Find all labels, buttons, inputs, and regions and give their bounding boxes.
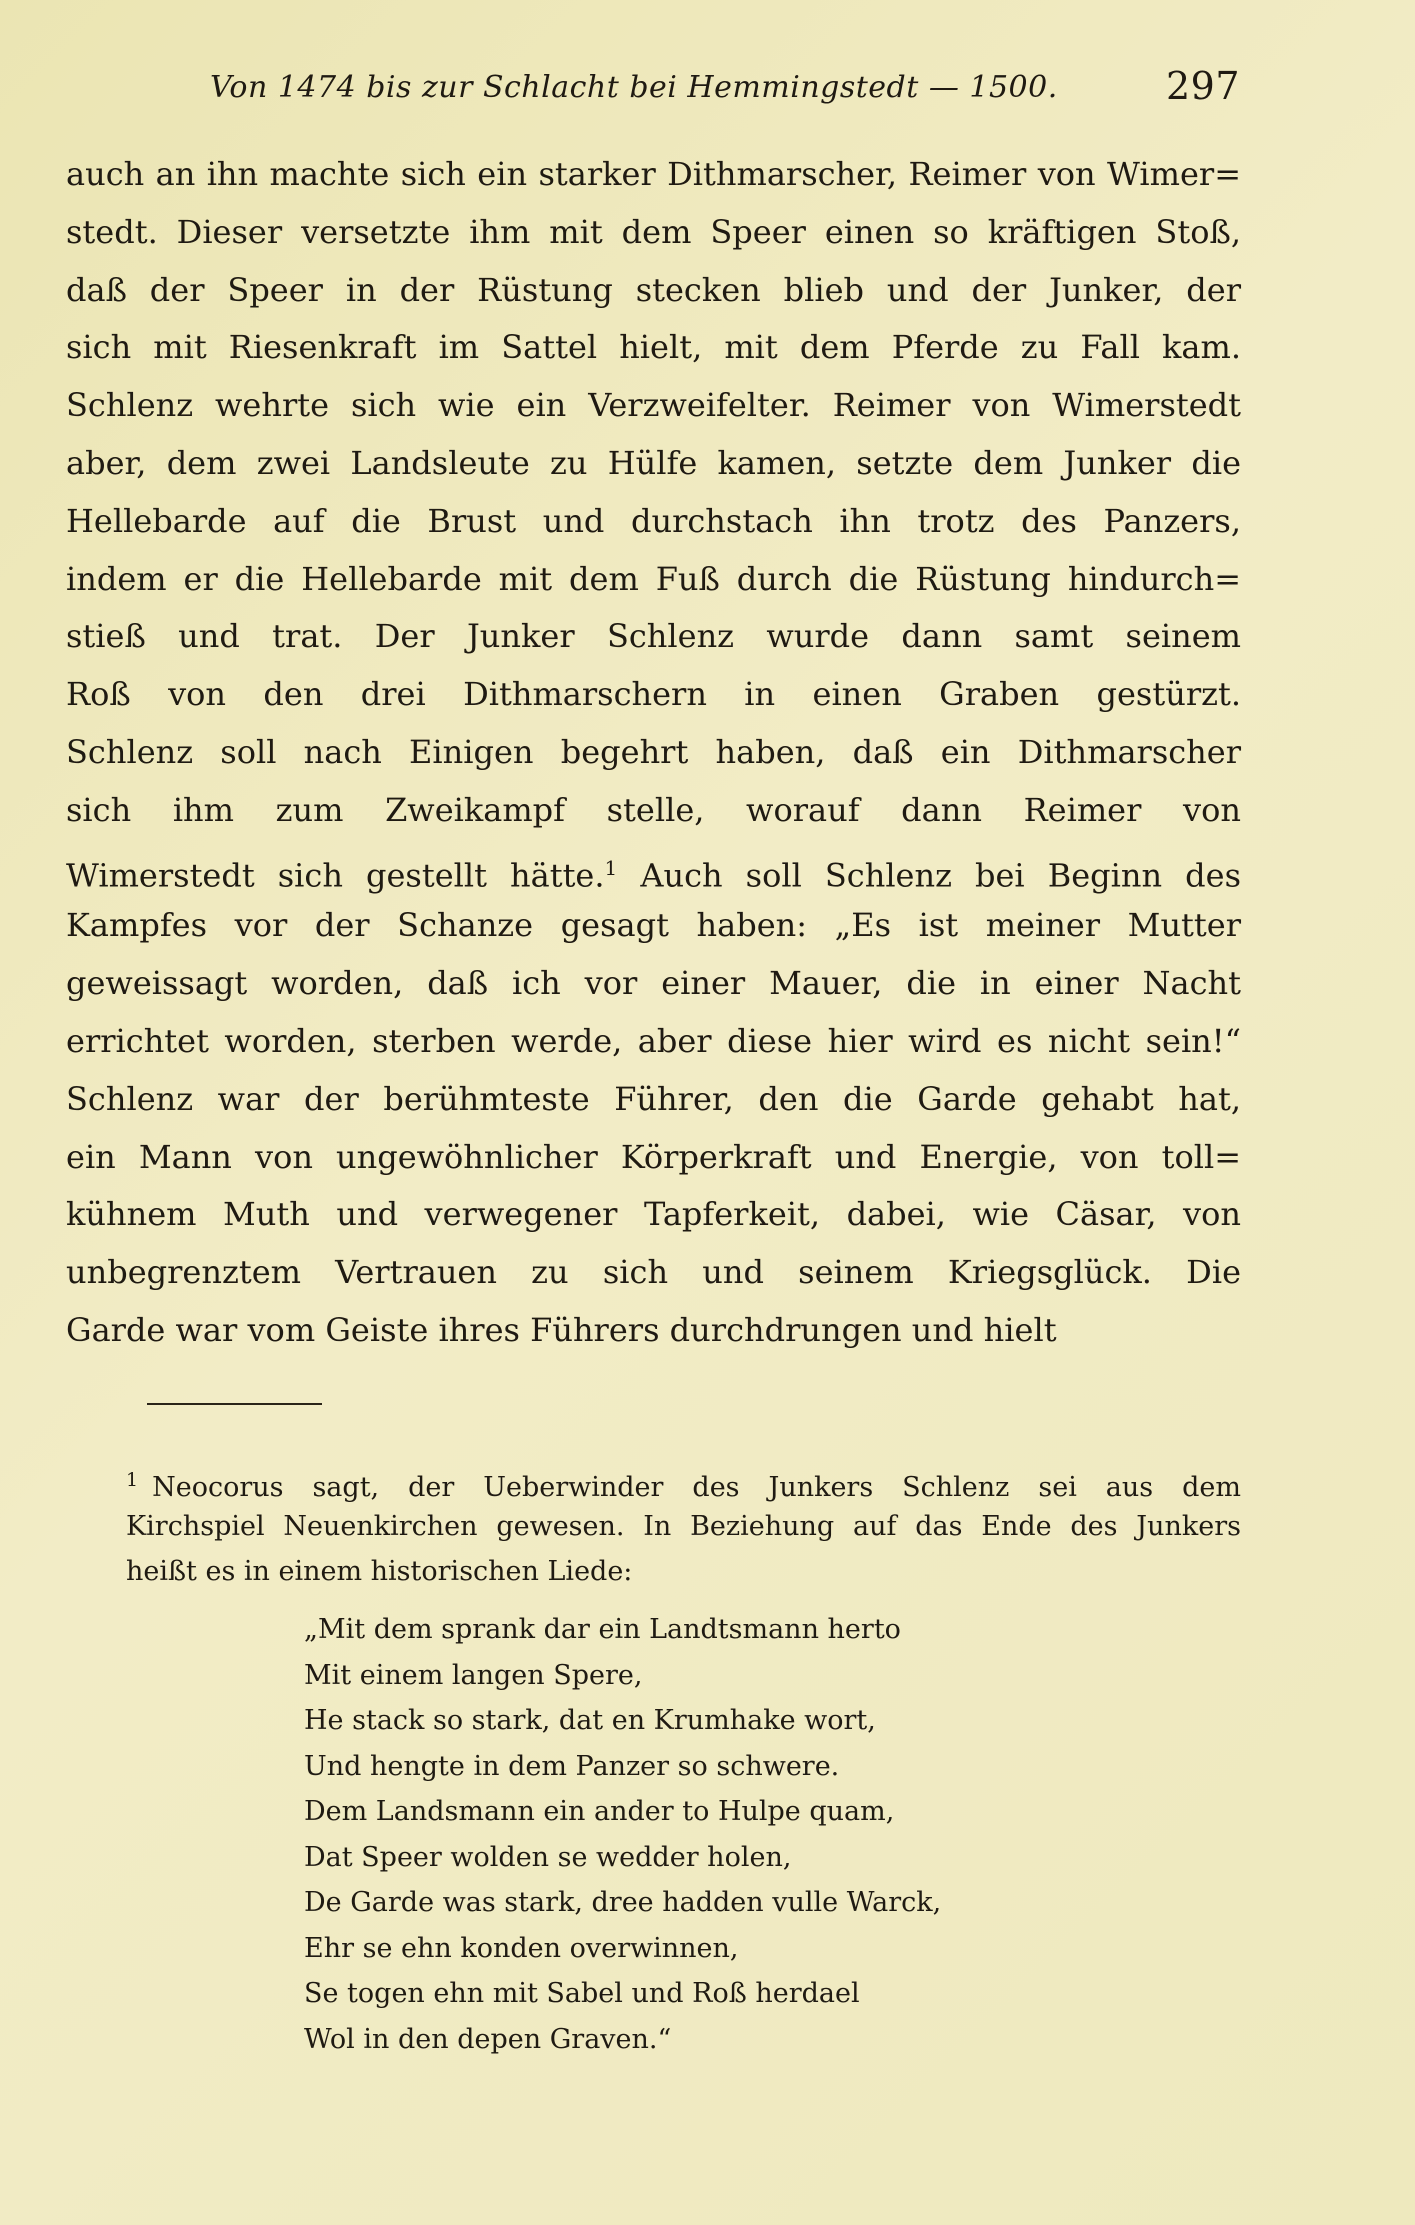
verse-line: De Garde was stark, dree hadden vulle Warck, (304, 1887, 942, 1918)
text-line: daß der Speer in der Rüstung stecken blieb und der Junker, der (66, 270, 1241, 309)
text-line: Kampfes vor der Schanze gesagt haben: „Es ist meiner Mutter (66, 906, 1241, 945)
text-line: Roß von den drei Dithmarschern in einen Graben gestürzt. (66, 675, 1241, 714)
text-line: Hellebarde auf die Brust und durchstach ihn trotz des Panzers, (66, 501, 1241, 540)
footnote-reference: 1 (604, 855, 618, 880)
text-line: kühnem Muth und verwegener Tapferkeit, dabei, wie Cäsar, von (66, 1195, 1241, 1234)
footnote-line: Kirchspiel Neuenkirchen gewesen. In Beziehung auf das Ende des Junkers (126, 1510, 1241, 1542)
text-line: Schlenz wehrte sich wie ein Verzweifelter. Reimer von Wimerstedt (66, 386, 1241, 425)
page-number: 297 (1165, 64, 1240, 108)
footnote (126, 1458, 1241, 1595)
text-line: sich mit Riesenkraft im Sattel hielt, mit dem Pferde zu Fall kam. (66, 328, 1241, 367)
text-line: sich ihm zum Zweikampf stelle, worauf dann Reimer von (66, 790, 1241, 829)
text-segment: Wimerstedt sich gestellt hätte. (66, 856, 605, 895)
text-line: ein Mann von ungewöhnlicher Körperkraft und Energie, von toll= (66, 1137, 1241, 1176)
text-line: errichtet worden, sterben werde, aber diese hier wird es nicht sein!“ (66, 1021, 1241, 1060)
verse-line: Mit einem langen Spere, (304, 1659, 643, 1691)
verse-line: Und hengte in dem Panzer so schwere. (304, 1750, 840, 1782)
text-line: geweissagt worden, daß ich vor einer Mauer, die in einer Nacht (66, 964, 1241, 1003)
verse-line: He stack so stark, dat en Krumhake wort, (304, 1705, 876, 1736)
footnote-line: heißt es in einem historischen Liede: (126, 1556, 633, 1587)
verse-line: Dat Speer wolden se wedder holen, (304, 1841, 792, 1873)
main-text (66, 146, 1241, 1360)
text-line: indem er die Hellebarde mit dem Fuß durch die Rüstung hindurch= (66, 559, 1241, 598)
verse-quotation (304, 1607, 1104, 2062)
verse-line: Dem Landsmann ein ander to Hulpe quam, (304, 1796, 895, 1827)
text-line: aber, dem zwei Landsleute zu Hülfe kamen, setzte dem Junker die (66, 443, 1241, 482)
text-line: auch an ihn machte sich ein starker Dithmarscher, Reimer von Wimer= (66, 155, 1241, 193)
footnote-divider (147, 1403, 322, 1405)
verse-line: „Mit dem sprank dar ein Landtsmann herto (304, 1614, 901, 1645)
running-head (210, 62, 1240, 112)
text-segment: Auch soll Schlenz bei Beginn des (640, 856, 1242, 895)
verse-line: Wol in den depen Graven.“ (304, 2023, 672, 2055)
text-line: stedt. Dieser versetzte ihm mit dem Speer einen so kräftigen Stoß, (66, 212, 1241, 251)
running-head-title: Von 1474 bis zur Schlacht bei Hemmingstedt — 1500. (210, 70, 1058, 105)
text-line: stieß und trat. Der Junker Schlenz wurde dann samt seinem (66, 617, 1241, 656)
verse-line: Se togen ehn mit Sabel und Roß herdael (304, 1978, 860, 2009)
text-line: Garde war vom Geiste ihres Führers durchdrungen und hielt (66, 1310, 1057, 1349)
text-line: Schlenz soll nach Einigen begehrt haben, daß ein Dithmarscher (66, 732, 1241, 771)
text-line: unbegrenztem Vertrauen zu sich und seinem Kriegsglück. Die (66, 1253, 1241, 1292)
footnote-text: Neocorus sagt, der Ueberwinder des Junkers Schlenz sei aus dem (152, 1472, 1241, 1503)
text-line-with-footnote (66, 840, 1241, 898)
footnote-line (126, 1458, 1241, 1504)
verse-line: Ehr se ehn konden overwinnen, (304, 1932, 739, 1964)
footnote-marker: 1 (126, 1469, 139, 1491)
text-line: Schlenz war der berühmteste Führer, den die Garde gehabt hat, (66, 1079, 1241, 1118)
